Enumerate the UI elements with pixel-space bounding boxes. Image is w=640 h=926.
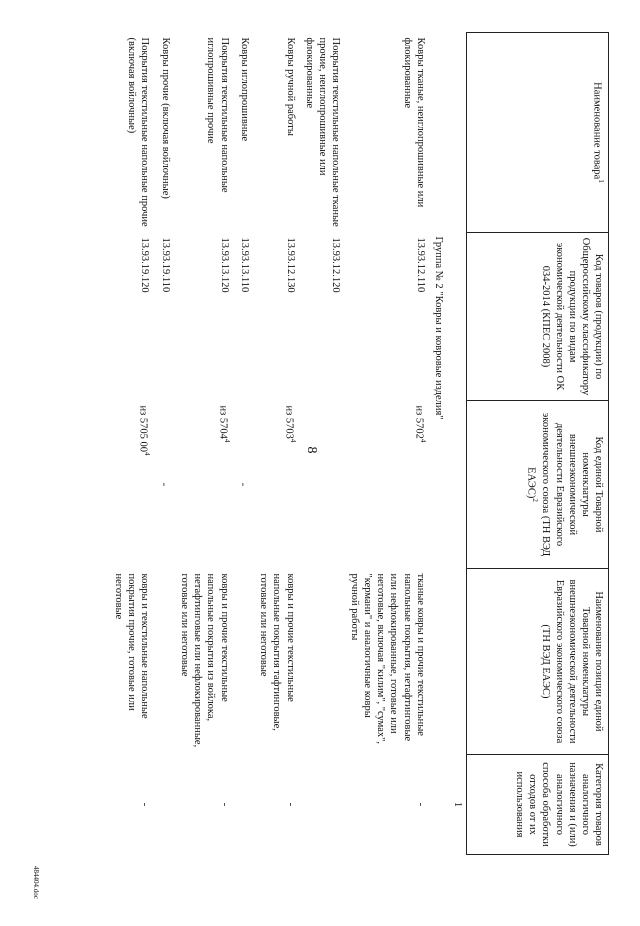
table-row: Покрытия текстильные напольные иглопрошивные прочие 13.93.13.120 из 5704$^4$ ковры и прочие текстильные напольные покрытия из войлока, нетафтинговые или нефлокированные, готовые или неготовые -: [179, 37, 231, 807]
header-tnved-name: Наименование позиции единой Товарной номенклатуры внешнеэкономической деятельности Евразийского экономического союза (ТН ВЭД ЕАЭС): [467, 569, 609, 755]
table-row: Ковры ручной работы 13.93.12.130 из 5703$^4$ ковры и прочие текстильные напольные покрытия тафтинговые, готовые или неготовые -: [258, 37, 297, 807]
group-title: Группа № 2 "Ковры и ковровые изделия": [432, 236, 444, 420]
table-row: Ковры тканые, неиглопрошивные или флокированные 13.93.12.110 из 5702$^4$ тканые ковры и прочие текстильные напольные покрытия, нетафтинговые или нефлокированные, готовые или неготовые, включая "килим", "сумах", "кермани" и аналогичные ковры ручной работы -: [349, 37, 427, 807]
header-okpd-code: Код товаров (продукции) по Общероссийскому классификатору продукции по видам экономической деятельности ОК 034-2014 (КПЕС 2008): [467, 233, 609, 401]
header-product-name: Наименование товара$^1$: [467, 33, 609, 233]
page-number: 8: [304, 446, 319, 454]
column-number-1: 1: [452, 801, 463, 808]
footer-filename: 484404.doc: [32, 866, 40, 899]
table-row: Ковры прочие (включая войлочные) 13.93.19.110 -: [158, 37, 172, 487]
table-row: Покрытия текстильные напольные прочие (включая войлочные) 13.93.19.120 из 5705 $00^4$ ковры и текстильные напольные покрытия прочие, готовые или неготовые -: [113, 37, 152, 807]
rotated-page-content: [31, 32, 609, 854]
header-category: Категория товаров аналогичного назначения и (или) аналогичного способа обработки отходов от их использования: [467, 755, 609, 855]
classification-table: [109, 32, 609, 855]
column-number-row: [449, 33, 467, 855]
table-row: Покрытия текстильные напольные тканые прочие, неиглопрошивные или флокированные 13.93.12.120: [303, 37, 341, 293]
header-tnved-code: Код единой Товарной номенклатуры внешнеэкономической деятельности Евразийского экономического союза (ТН ВЭД ЕАЭС)$^2$: [467, 401, 609, 569]
table-row: Ковры иглопрошивные 13.93.13.110 -: [237, 37, 251, 487]
group-row: [430, 33, 449, 855]
